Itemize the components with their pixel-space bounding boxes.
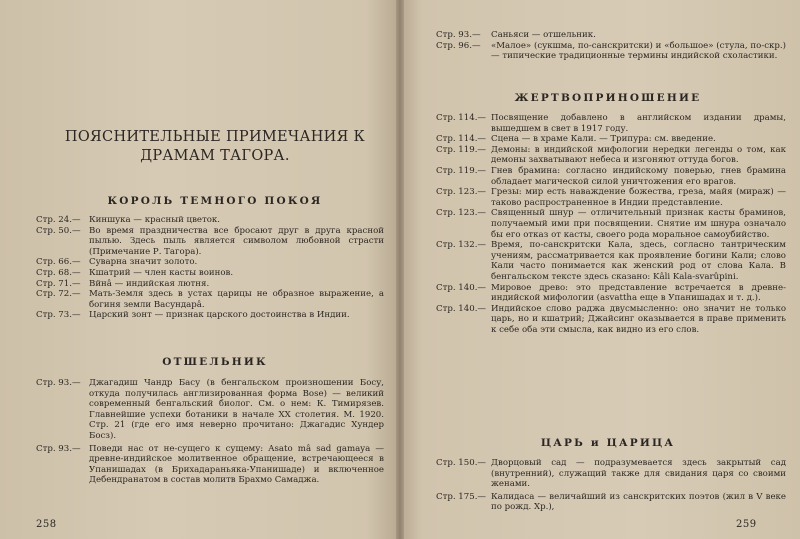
note-ref: Стр. 123.— [436,208,487,219]
note-text: Мать-Земля здесь в устах царицы не образное выражение, а богиня земли Васундарâ. [89,289,384,310]
note-text: Священный шнур — отличительный признак касты браминов, получаемый ими при посвящении. Снятие им шнура означало бы его отказ от касты, своего рода моральное самоубийство. [491,208,786,240]
right-page [398,0,800,539]
note-ref: Стр. 93.— [436,30,481,40]
note-item [436,113,786,134]
note-text: Поведи нас от не-сущего к сущему: Asato mâ sad gamaya — древне-индийское молитвенное обращение, встречающееся в Упанишадах (в Брихадараньяка-Упанишаде) и включенное Дебендранатом в состав молитв Брахмо Самаджа. [89,443,384,486]
note-ref: Стр. 114.— [436,134,487,145]
note-item [36,444,384,486]
notes-hermit [36,378,384,486]
note-item [36,226,384,258]
note-text: Сцена — в храме Кали. — Трипура: см. введение. [491,134,716,145]
note-item [436,145,786,166]
note-ref: Стр. 66.— [36,257,81,268]
note-ref: Стр. 68.— [36,267,81,278]
note-item [436,304,786,336]
page-number-left: 258 [36,519,57,530]
note-item [436,41,786,62]
section-title-king: КОРОЛЬ ТЕМНОГО ПОКОЯ [107,195,323,207]
note-item [436,492,786,513]
note-ref: Стр. 72.— [36,289,81,300]
note-ref: Стр. 123.— [436,187,487,198]
note-ref: Стр. 73.— [36,310,81,321]
note-text: Посвящение добавлено в английском издании драмы, вышедшем в свет в 1917 году. [491,113,786,134]
note-text: «Малое» (сукшма, по-санскритски) и «большое» (стула, по-скр.) — типические традиционные термины индийской схоластики. [491,40,786,62]
notes-king [36,215,384,321]
note-ref: Стр. 24.— [36,215,81,225]
note-item [36,215,384,226]
note-ref: Стр. 96.— [436,40,481,51]
note-item [36,289,384,310]
note-item [436,240,786,282]
page-number-right: 259 [736,519,757,530]
note-ref: Стр. 119.— [436,144,487,155]
section-title-king-queen: ЦАРЬ и ЦАРИЦА [540,437,676,449]
note-item [436,134,786,145]
note-item [436,187,786,208]
note-text: Киншука — красный цветок. [89,215,221,225]
note-text: Саньяси — отшельник. [491,30,596,40]
note-text: Вйнâ — индийская лютня. [89,278,210,289]
section-title-sacrifice: ЖЕРТВОПРИНОШЕНИЕ [514,92,702,104]
note-text: Мировое древо: это представление встречается в древне-индийской мифологии (asvattha еще в Упанишадах и т. д.). [491,282,786,304]
notes-sacrifice [436,113,786,335]
note-text: Кшатрий — член касты воинов. [89,267,234,278]
note-text: Джагадиш Чандр Басу (в бенгальском произношении Боcу, откуда получилась англизированная форма Bose) — великий современный бенгальский биолог. См. о нем: К. Тимирязев. Главнейшие успехи ботаники в начале XX столетия. М. 1920. Стр. 21 (где его имя неверно прочитано: Джагадис Хундер Боcз). [89,378,384,441]
book-gutter [396,0,404,539]
note-item [436,283,786,304]
note-ref: Стр. 93.— [36,378,81,388]
note-text: Грезы: мир есть наваждение божества, греза, майя (мираж) — таково распространенное в Индии представление. [491,187,786,208]
page-title: ПОЯСНИТЕЛЬНЫЕ ПРИМЕЧАНИЯ К ДРАМАМ ТАГОРА. [64,129,366,164]
note-item [436,458,786,490]
note-ref: Стр. 175.— [436,491,487,502]
note-text: Время, по-санскритски Кала, здесь, согласно тантрическим учениям, рассматривается как проявление богини Кали; слово Кали часто понимается как женский род от слова Кала. В бенгальском тексте здесь сказано: Kâli Kala-svarûpini. [491,240,786,282]
note-text: Дворцовый сад — подразумевается здесь закрытый сад (внутренний), служащий также для свидания царя со своими женами. [491,458,786,490]
note-ref: Стр. 140.— [436,282,487,293]
note-ref: Стр. 50.— [36,225,81,236]
note-item [36,257,384,268]
note-text: Индийское слово раджа двусмысленно: оно значит не только царь, но и кшатрий; Джайсинг оказывается в праве применить к себе оба эти смысла, как видно из его слов. [491,303,786,335]
left-page [0,0,398,539]
note-ref: Стр. 150.— [436,458,487,468]
notes-king-queen [436,458,786,513]
note-item [36,378,384,442]
note-text: Суварна значит золото. [89,257,198,268]
note-ref: Стр. 93.— [36,443,81,454]
note-item [36,279,384,290]
note-text: Во время праздничества все бросают друг в друга красной пылью. Здесь пыль является символом любовной страсти (Примечание Р. Тагора). [89,225,384,257]
note-item [436,166,786,187]
note-item [436,208,786,240]
note-item [436,30,786,41]
note-text: Гнев брамина: согласно индийскому поверью, гнев брамина обладает магической силой уничтожения его врагов. [491,165,786,187]
note-ref: Стр. 119.— [436,165,487,176]
note-item [36,310,384,321]
note-item [36,268,384,279]
note-ref: Стр. 132.— [436,240,487,251]
note-text: Царский зонт — признак царского достоинства в Индии. [89,310,350,321]
note-text: Демоны: в индийской мифологии нередки легенды о том, как демоны захватывают небеса и изгоняют оттуда богов. [491,144,786,166]
note-text: Калидаса — величайший из санскритских поэтов (жил в V веке по рожд. Хр.), [491,491,786,513]
notes-top [436,30,786,62]
note-ref: Стр. 114.— [436,113,487,123]
section-title-hermit: ОТШЕЛЬНИК [162,356,268,368]
note-ref: Стр. 71.— [36,278,81,289]
note-ref: Стр. 140.— [436,303,487,314]
